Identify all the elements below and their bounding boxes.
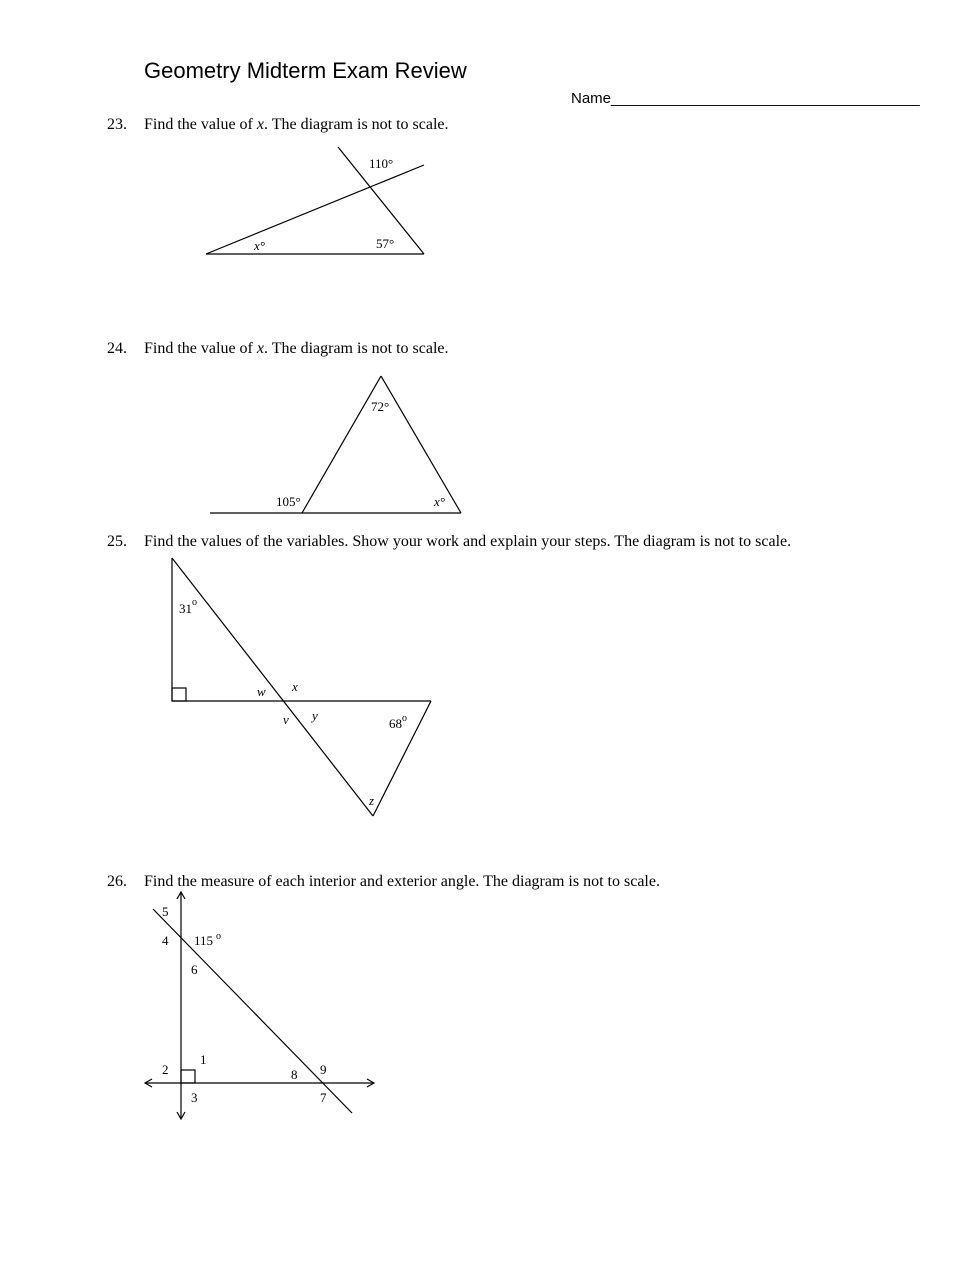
q25-label-w: w	[257, 684, 266, 699]
question-24-number: 24.	[107, 340, 127, 357]
q23-label-x: x°	[254, 238, 265, 253]
q26-label-7: 7	[320, 1090, 327, 1105]
question-25-number: 25.	[107, 533, 127, 550]
q26-label-8: 8	[291, 1067, 298, 1082]
q24-label-72: 72°	[371, 399, 390, 414]
q26-diagonal-line	[153, 909, 352, 1113]
question-26-text: Find the measure of each interior and exterior angle. The diagram is not to scale.	[144, 873, 660, 890]
question-23-text	[144, 116, 449, 134]
q25-label-v: v	[283, 712, 289, 727]
question-24-text-before: Find the value of	[144, 340, 257, 357]
q25-diagonal	[172, 558, 373, 816]
q25-label-y: y	[312, 708, 318, 723]
q25-right-angle-mark	[172, 688, 186, 701]
q26-label-1: 1	[200, 1052, 207, 1067]
q25-right-side	[373, 701, 431, 816]
question-23-number: 23.	[107, 116, 127, 133]
q26-label-6: 6	[191, 962, 198, 977]
q26-label-2: 2	[162, 1062, 169, 1077]
q26-arrow-down	[177, 1112, 185, 1119]
q25-label-68: 68	[389, 716, 402, 731]
question-23-text-after: . The diagram is not to scale.	[263, 116, 449, 133]
q24-label-105: 105°	[276, 494, 301, 509]
question-24-text-after: . The diagram is not to scale.	[263, 340, 449, 357]
q26-arrow-left	[145, 1079, 152, 1087]
q26-label-4: 4	[162, 933, 169, 948]
q26-label-3: 3	[191, 1090, 198, 1105]
q26-label-5: 5	[162, 904, 169, 919]
name-field[interactable]: Name_____________________________________	[571, 90, 920, 107]
q24-right-side	[381, 376, 461, 513]
q23-label-57: 57°	[376, 236, 395, 251]
q23-transversal	[338, 147, 424, 254]
q26-label-9: 9	[320, 1062, 327, 1077]
q26-arrow-up	[177, 892, 185, 899]
q26-right-angle-mark	[181, 1070, 195, 1083]
q24-left-side	[302, 376, 381, 513]
q25-label-x: x	[292, 679, 298, 694]
q23-extended-side	[206, 165, 424, 254]
question-25-text: Find the values of the variables. Show your work and explain your steps. The diagram is not to scale.	[144, 533, 792, 550]
question-24-text	[144, 340, 449, 358]
q25-label-z: z	[369, 793, 375, 808]
q23-label-top: 110°	[369, 156, 394, 171]
question-23-text-before: Find the value of	[144, 116, 257, 133]
q25-label-31: 31	[179, 601, 192, 616]
q25-label-68-degree: o	[402, 713, 407, 724]
q26-label-115-degree: o	[216, 931, 221, 942]
q25-label-31-degree: o	[192, 597, 197, 608]
question-26-number: 26.	[107, 873, 127, 890]
q26-arrow-right	[367, 1079, 374, 1087]
q26-label-115: 115	[194, 933, 214, 948]
page-title: Geometry Midterm Exam Review	[144, 58, 467, 83]
question-23-variable: x	[256, 116, 264, 133]
question-24-variable: x	[256, 340, 264, 357]
q24-label-x: x°	[434, 494, 445, 509]
